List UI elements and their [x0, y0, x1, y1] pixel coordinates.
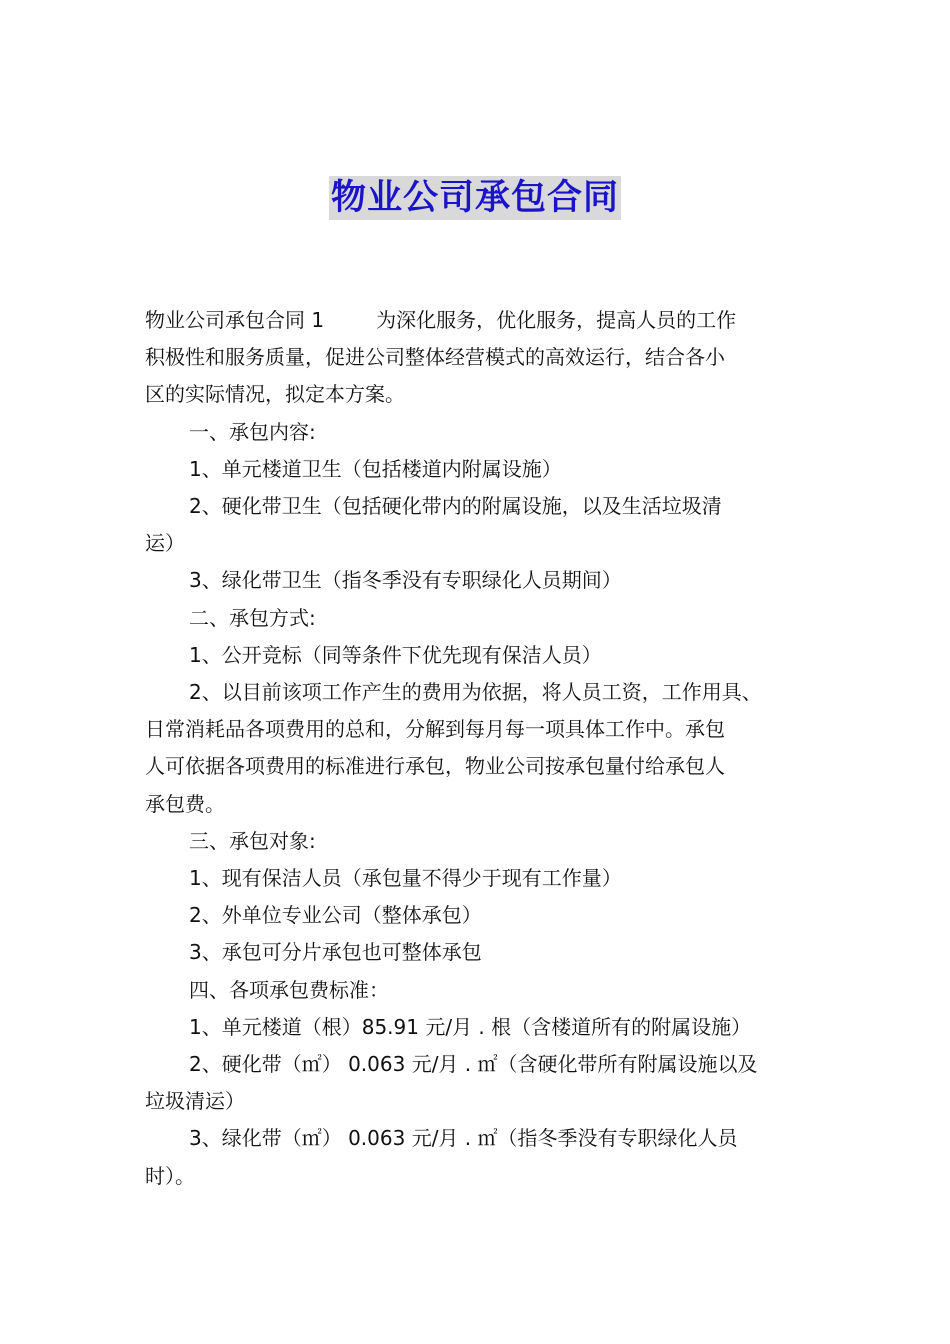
list-item-continuation: 垃圾清运）: [145, 1089, 245, 1114]
section-heading: 三、承包对象:: [189, 828, 316, 853]
list-item: 2、以目前该项工作产生的费用为依据，将人员工资，工作用具、: [189, 680, 762, 705]
document-title: 物业公司承包合同: [330, 178, 619, 218]
paragraph-line: [145, 302, 810, 339]
document-body: [145, 302, 810, 1195]
list-item-continuation: 时）。: [145, 1163, 195, 1188]
list-item: 1、公开竞标（同等条件下优先现有保洁人员）: [189, 642, 602, 667]
list-item: 3、绿化带（㎡） 0.063 元/月 . ㎡（指冬季没有专职绿化人员: [189, 1126, 738, 1151]
list-item: 1、现有保洁人员（承包量不得少于现有工作量）: [189, 866, 622, 891]
section-heading: 二、承包方式:: [189, 605, 316, 630]
list-item-continuation: 人可依据各项费用的标准进行承包，物业公司按承包量付给承包人: [145, 754, 725, 779]
paragraph-text: 为深化服务，优化服务，提高人员的工作: [376, 308, 737, 332]
title-container: [0, 176, 950, 220]
paragraph-line: 区的实际情况，拟定本方案。: [145, 382, 405, 407]
list-item: 2、硬化带（㎡） 0.063 元/月 . ㎡（含硬化带所有附属设施以及: [189, 1052, 758, 1077]
list-item: 1、单元楼道（根）85.91 元/月 . 根（含楼道所有的附属设施）: [189, 1014, 752, 1039]
contract-heading-inline: 物业公司承包合同 1: [145, 308, 325, 332]
list-item: 2、硬化带卫生（包括硬化带内的附属设施，以及生活垃圾清: [189, 494, 722, 519]
list-item: 3、承包可分片承包也可整体承包: [189, 940, 482, 965]
list-item: 1、单元楼道卫生（包括楼道内附属设施）: [189, 456, 562, 481]
list-item-continuation: 运）: [145, 531, 185, 556]
list-item: 3、绿化带卫生（指冬季没有专职绿化人员期间）: [189, 568, 622, 593]
section-heading: 四、各项承包费标准：: [189, 977, 389, 1002]
list-item-continuation: 承包费。: [145, 791, 225, 816]
list-item: 2、外单位专业公司（整体承包）: [189, 903, 482, 928]
list-item-continuation: 日常消耗品各项费用的总和，分解到每月每一项具体工作中。承包: [145, 717, 725, 742]
section-heading: 一、承包内容:: [189, 419, 316, 444]
paragraph-line: 积极性和服务质量，促进公司整体经营模式的高效运行，结合各小: [145, 345, 725, 370]
